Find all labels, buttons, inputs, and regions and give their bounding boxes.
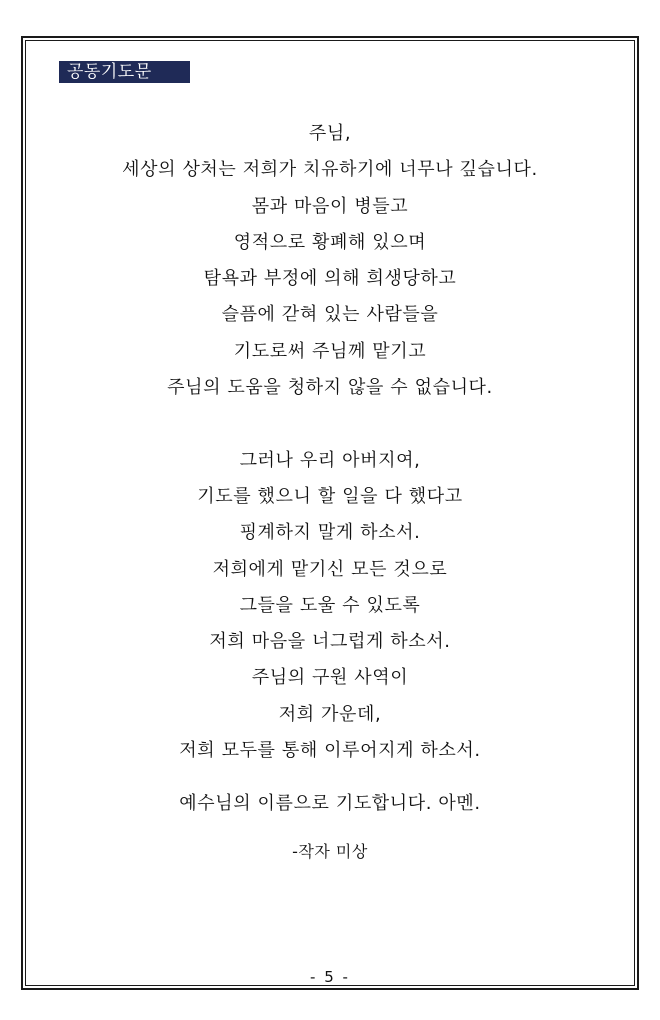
prayer-line: 그들을 도울 수 있도록 (239, 594, 421, 616)
prayer-line: 탐욕과 부정에 의해 희생당하고 (203, 268, 457, 290)
prayer-line: 그러나 우리 아버지여, (239, 449, 421, 471)
closing-line: 예수님의 이름으로 기도합니다. 아멘. (179, 793, 481, 814)
prayer-line: 영적으로 황폐해 있으며 (233, 231, 427, 253)
prayer-line: 저희 마음을 너그럽게 하소서. (209, 631, 451, 653)
prayer-line: 주님, (308, 123, 352, 144)
prayer-line: 세상의 상처는 저희가 치유하기에 너무나 깊습니다. (122, 159, 538, 181)
prayer-line: 주님의 도움을 청하지 않을 수 없습니다. (167, 377, 493, 399)
author-credit: -작자 미상 (292, 842, 368, 861)
stanza-break (30, 406, 630, 442)
prayer-line: 기도를 했으니 할 일을 다 했다고 (197, 485, 463, 507)
prayer-line: 주님의 구원 사역이 (251, 667, 409, 689)
page-number: - 5 - (310, 968, 350, 986)
prayer-line: 저희 모두를 통해 이루어지게 하소서. (179, 740, 481, 762)
prayer-line: 슬픔에 갇혀 있는 사람들을 (221, 304, 439, 326)
prayer-line: 저희에게 맡기신 모든 것으로 (212, 558, 448, 580)
prayer-line: 저희 가운데, (278, 703, 382, 725)
section-title-badge: 공동기도문 (59, 61, 190, 83)
prayer-line: 핑계하지 말게 하소서. (239, 522, 421, 544)
prayer-body (30, 116, 630, 769)
prayer-line: 몸과 마음이 병들고 (251, 195, 409, 217)
prayer-line: 기도로써 주님께 맡기고 (233, 340, 427, 362)
